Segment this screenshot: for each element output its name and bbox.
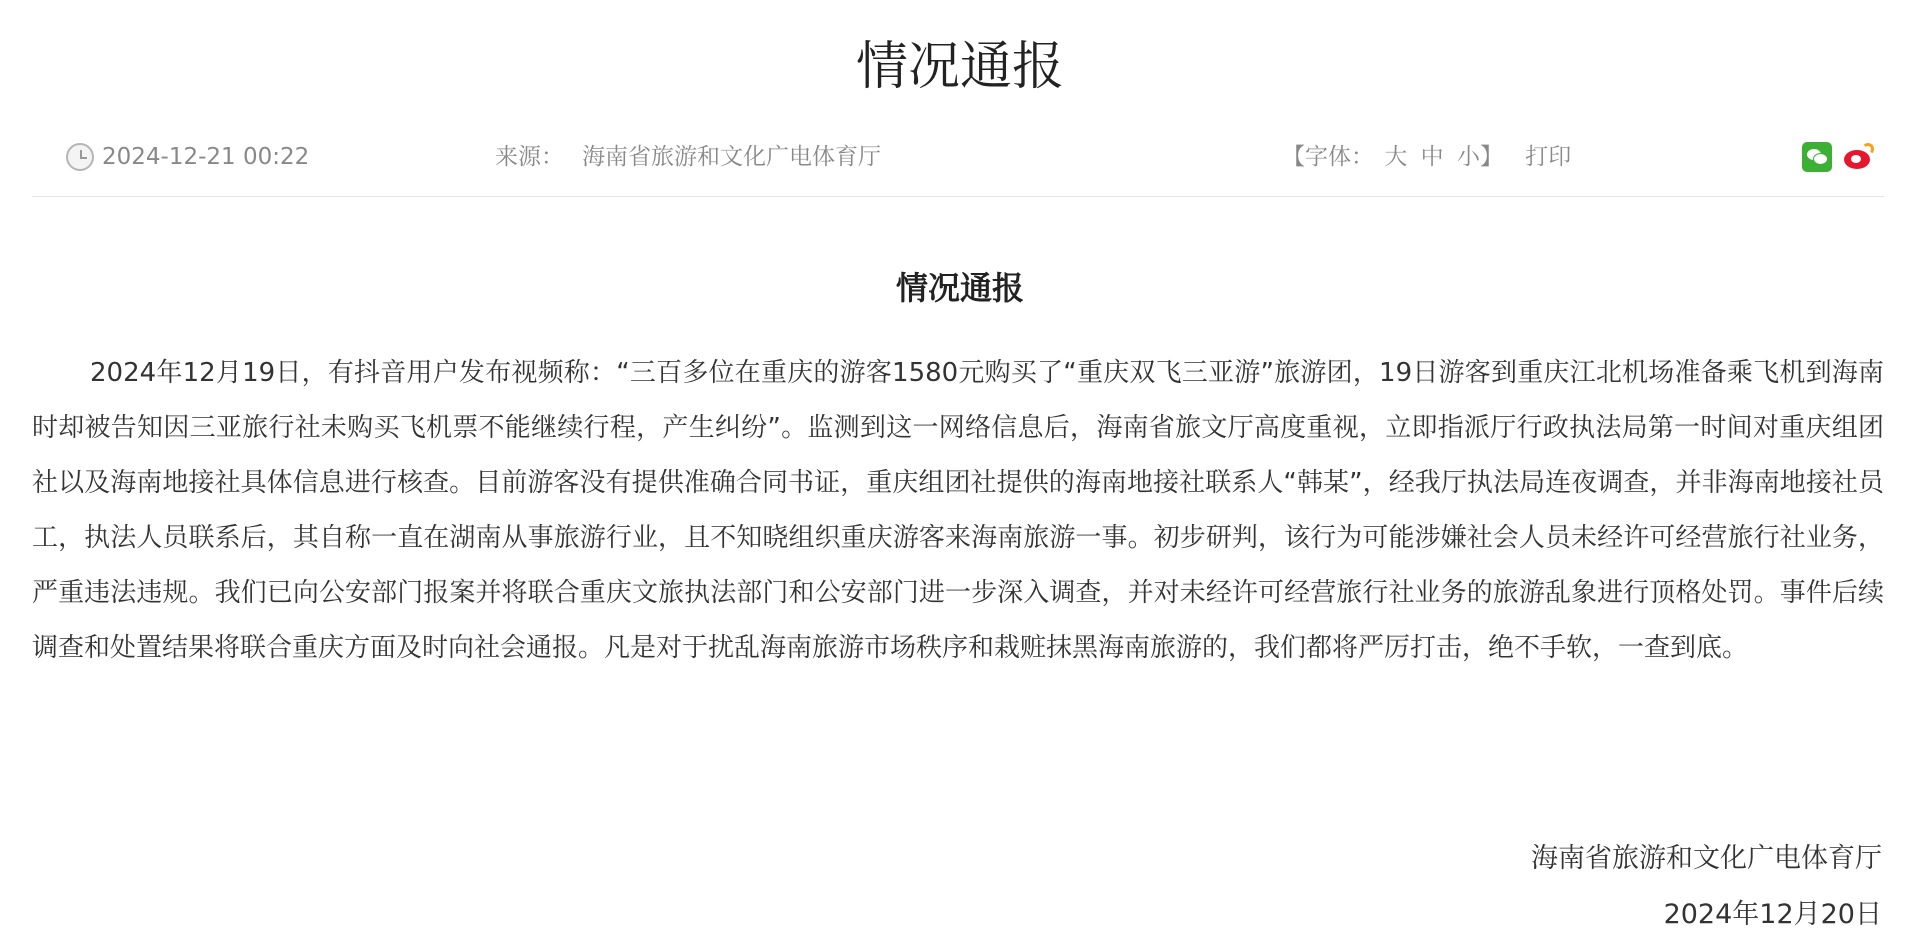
font-size-small-button[interactable]: 小】 [1456, 144, 1503, 170]
source-value: 海南省旅游和文化广电体育厅 [582, 144, 881, 170]
article-source [495, 134, 881, 180]
weibo-icon[interactable] [1842, 142, 1874, 172]
header-divider [32, 196, 1884, 197]
wechat-icon[interactable] [1802, 142, 1832, 172]
clock-icon [66, 143, 94, 171]
font-size-large-button[interactable]: 大 [1384, 144, 1408, 170]
source-label: 来源： [495, 144, 564, 170]
share-buttons [1802, 142, 1874, 172]
article-meta-bar [32, 134, 1884, 180]
font-size-label: 【字体： [1282, 144, 1374, 170]
publish-date-text: 2024-12-21 00:22 [102, 144, 310, 170]
signature-date: 2024年12月20日 [1663, 899, 1882, 930]
article-subtitle: 情况通报 [895, 269, 1024, 307]
print-button[interactable]: 打印 [1525, 144, 1572, 170]
signature-organization: 海南省旅游和文化广电体育厅 [1531, 843, 1882, 874]
font-size-controls [1282, 134, 1571, 180]
page-title: 情况通报 [855, 37, 1064, 97]
article-body: 2024年12月19日，有抖音用户发布视频称：“三百多位在重庆的游客1580元购买了“重庆双飞三亚游”旅游团，19日游客到重庆江北机场准备乘飞机到海南时却被告知因三亚旅行社未购买飞机票不能继续行程，产生纠纷”。监测到这一网络信息后，海南省旅文厅高度重视，立即指派厅行政执法局第一时间对重庆组团社以及海南地接社具体信息进行核查。目前游客没有提供准确合同书证，重庆组团社提供的海南地接社联系人“韩某”，经我厅执法局连夜调查，并非海南地接社员工，执法人员联系后，其自称一直在湖南从事旅游行业，且不知晓组织重庆游客来海南旅游一事。初步研判，该行为可能涉嫌社会人员未经许可经营旅行社业务，严重违法违规。我们已向公安部门报案并将联合重庆文旅执法部门和公安部门进一步深入调查，并对未经许可经营旅行社业务的旅游乱象进行顶格处罚。事件后续调查和处置结果将联合重庆方面及时向社会通报。凡是对于扰乱海南旅游市场秩序和栽赃抹黑海南旅游的，我们都将严厉打击，绝不手软，一查到底。 [32, 358, 1884, 663]
font-size-medium-button[interactable]: 中 [1420, 144, 1444, 170]
publish-date [66, 134, 309, 180]
